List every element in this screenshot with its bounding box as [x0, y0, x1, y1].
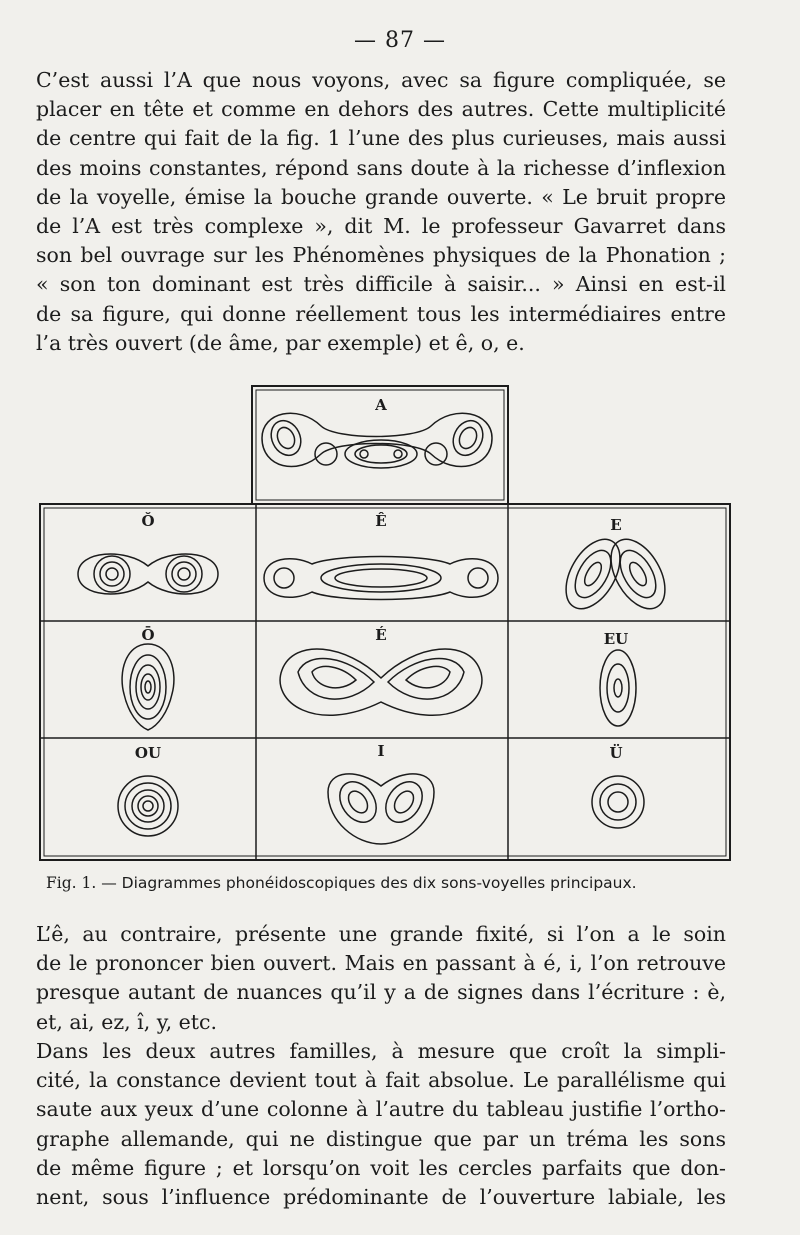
text-line: son bel ouvrage sur les Phénomènes physiques de la Phonation ;: [36, 243, 726, 268]
diagram-e: [555, 530, 676, 618]
diagram-e-circumflex: [264, 557, 498, 600]
text-line: « son ton dominant est très difficile à saisir... » Ainsi en est-il: [36, 272, 726, 297]
text-line: l’a très ouvert (de âme, par exemple) et ê, o, e.: [36, 330, 525, 355]
label-eu: EU: [603, 630, 629, 648]
diagram-a: [262, 413, 492, 468]
text-line: Dans les deux autres familles, à mesure que croît la simpli-: [36, 1039, 726, 1063]
label-ou: OU: [134, 744, 162, 762]
label-e: E: [610, 516, 622, 534]
diagram-ou: [118, 776, 178, 836]
text-line: nent, sous l’influence prédominante de l’ouverture labiale, les: [36, 1185, 726, 1210]
text-line: de l’A est très complexe », dit M. le professeur Gavarret dans: [36, 214, 726, 239]
text-line: presque autant de nuances qu’il y a de signes dans l’écriture : è,: [36, 980, 726, 1005]
caption-label: Fig. 1. —: [46, 874, 117, 892]
text-line: de même figure ; et lorsqu’on voit les cercles parfaits que don-: [36, 1155, 726, 1180]
text-line: de la voyelle, émise la bouche grande ouverte. « Le bruit propre: [36, 184, 726, 209]
text-line: et, ai, ez, î, y, etc.: [36, 1009, 218, 1034]
diagram-o-macron: [122, 644, 174, 730]
text-line: L’ê, au contraire, présente une grande fixité, si l’on a le soin: [36, 922, 726, 946]
paragraph-3: [36, 1037, 726, 1212]
text-line: des moins constantes, répond sans doute à la richesse d’inflexion: [36, 155, 726, 180]
page-number: — 87 —: [354, 28, 446, 53]
text-line: de le prononcer bien ouvert. Mais en passant à é, i, l’on retrouve: [36, 951, 726, 976]
label-e-circumflex: Ê: [375, 512, 387, 530]
diagram-u: [592, 776, 644, 828]
paragraph-1: [36, 66, 726, 358]
text-line: placer en tête et comme en dehors des autres. Cette multiplicité: [36, 97, 726, 122]
diagram-o-breve: [78, 554, 218, 594]
text-line: saute aux yeux d’une colonne à l’autre du tableau justifie l’ortho-: [36, 1097, 726, 1122]
label-i: I: [377, 742, 385, 760]
text-line: de centre qui fait de la fig. 1 l’une des plus curieuses, mais aussi: [36, 126, 726, 151]
text-line: cité, la constance devient tout à fait absolue. Le parallélisme qui: [36, 1068, 726, 1093]
text-line: C’est aussi l’A que nous voyons, avec sa figure compliquée, se: [36, 68, 726, 92]
label-a: A: [375, 396, 387, 414]
text-line: graphe allemande, qui ne distingue que par un tréma les sons: [36, 1126, 726, 1151]
label-e-acute: É: [375, 626, 387, 644]
paragraph-2: [36, 920, 726, 1037]
diagram-e-acute: [280, 649, 482, 715]
diagram-eu: [600, 650, 636, 726]
label-u: Ü: [609, 744, 623, 762]
label-o-macron: Ō: [141, 626, 155, 644]
label-o-breve: Ŏ: [141, 512, 155, 530]
figure-caption: [46, 874, 736, 892]
vowel-diagram-figure: [36, 382, 736, 877]
caption-text: Diagrammes phonéidoscopiques des dix sons-voyelles principaux.: [121, 874, 637, 892]
text-line: de sa figure, qui donne réellement tous les intermédiaires entre: [36, 301, 726, 326]
diagram-i: [328, 774, 434, 844]
